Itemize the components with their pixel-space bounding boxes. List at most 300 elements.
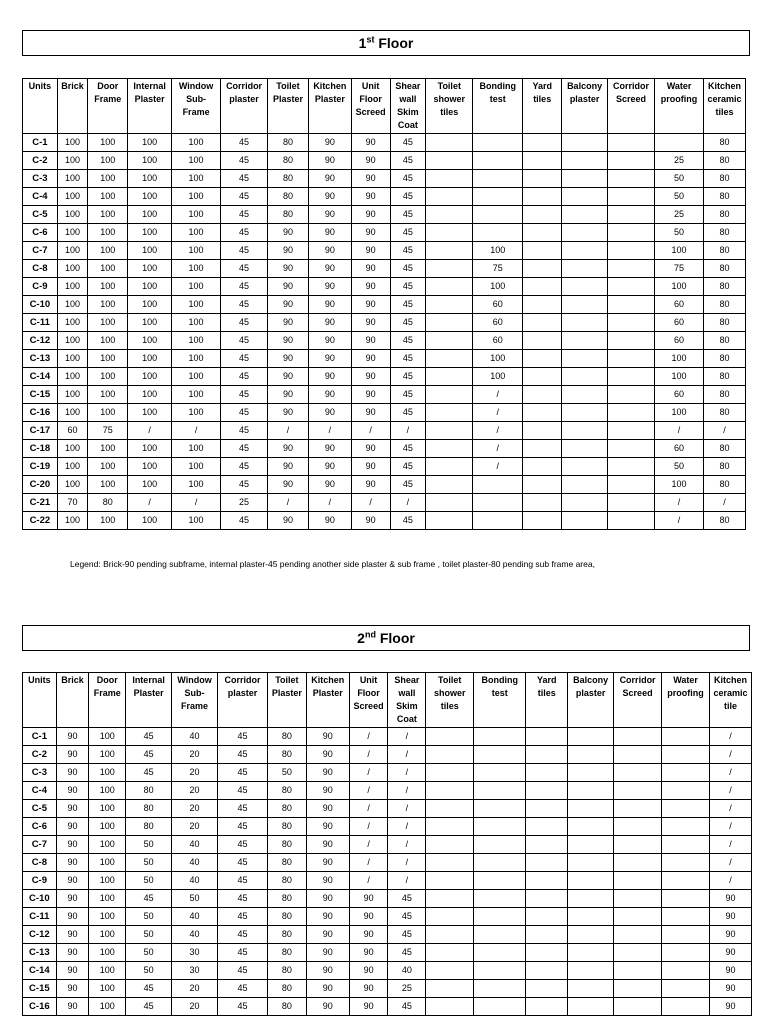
table-cell: 100 xyxy=(88,152,128,170)
table-cell: 80 xyxy=(268,926,307,944)
table-cell xyxy=(523,314,562,332)
table-cell xyxy=(562,188,608,206)
table-cell: 45 xyxy=(217,854,267,872)
table-cell: 80 xyxy=(268,134,309,152)
column-header xyxy=(306,673,349,728)
table-cell: 50 xyxy=(655,224,704,242)
column-header-line: proofing xyxy=(667,688,704,698)
table-cell: 90 xyxy=(56,908,89,926)
table-cell: / xyxy=(349,800,388,818)
table-cell xyxy=(562,368,608,386)
column-header-line: wall xyxy=(399,94,417,104)
table-cell xyxy=(662,818,710,836)
table-cell: / xyxy=(388,746,426,764)
table-cell: / xyxy=(710,872,752,890)
table-cell xyxy=(655,134,704,152)
table-row xyxy=(23,836,752,854)
column-header xyxy=(710,673,752,728)
unit-cell: C-11 xyxy=(23,314,58,332)
table-cell xyxy=(662,962,710,980)
table-cell: 90 xyxy=(710,890,752,908)
table-cell xyxy=(474,944,526,962)
table-cell: 90 xyxy=(306,764,349,782)
table-cell: 90 xyxy=(308,242,351,260)
table-cell: / xyxy=(710,764,752,782)
table-cell xyxy=(608,314,655,332)
table-cell xyxy=(426,224,473,242)
table-cell: 90 xyxy=(351,260,390,278)
table-row xyxy=(23,350,746,368)
table-cell: 90 xyxy=(308,440,351,458)
table-cell xyxy=(523,494,562,512)
column-header-line: Bonding xyxy=(479,81,517,91)
table-row xyxy=(23,872,752,890)
table-cell: 90 xyxy=(710,962,752,980)
column-header-line: Toilet xyxy=(438,675,462,685)
table-cell: 100 xyxy=(89,980,126,998)
table-cell xyxy=(662,854,710,872)
unit-cell: C-13 xyxy=(23,944,57,962)
column-header-line: Yard xyxy=(532,81,552,91)
table-cell xyxy=(473,188,523,206)
table-cell xyxy=(474,818,526,836)
table-cell xyxy=(526,800,568,818)
table-cell: / xyxy=(710,836,752,854)
table-cell: 80 xyxy=(268,728,307,746)
table-cell xyxy=(608,224,655,242)
table-cell: / xyxy=(268,494,309,512)
table-cell: 80 xyxy=(704,206,746,224)
table-cell: 90 xyxy=(268,296,309,314)
table-cell: 90 xyxy=(308,386,351,404)
table-cell xyxy=(662,746,710,764)
table-cell: 45 xyxy=(217,872,267,890)
table-cell: 90 xyxy=(268,368,309,386)
table-cell xyxy=(426,332,473,350)
table-cell: 20 xyxy=(172,764,218,782)
table-cell xyxy=(523,512,562,530)
table-cell: 45 xyxy=(221,386,268,404)
table-cell xyxy=(562,296,608,314)
table-cell: 90 xyxy=(56,872,89,890)
table-cell xyxy=(426,350,473,368)
table-row xyxy=(23,278,746,296)
table-cell: 90 xyxy=(308,458,351,476)
table-cell: / xyxy=(128,422,172,440)
table-row xyxy=(23,188,746,206)
table-row xyxy=(23,314,746,332)
column-header xyxy=(23,673,57,728)
column-header-line: Balcony xyxy=(567,81,603,91)
table-cell: 100 xyxy=(172,224,221,242)
table-cell: 20 xyxy=(172,818,218,836)
column-header-line: Skim xyxy=(397,107,419,117)
table-cell: / xyxy=(473,422,523,440)
table-cell xyxy=(426,746,474,764)
table-cell xyxy=(426,404,473,422)
table-cell: 90 xyxy=(56,818,89,836)
table-cell: 100 xyxy=(88,386,128,404)
table-cell xyxy=(562,170,608,188)
table-cell: 100 xyxy=(89,782,126,800)
column-header-line: Balcony xyxy=(573,675,609,685)
column-header xyxy=(426,673,474,728)
table-cell: 45 xyxy=(388,926,426,944)
table-cell: 90 xyxy=(56,782,89,800)
legend-text: Legend: Brick-90 pending subframe, internal plaster-45 pending another side plaster & sub frame , toilet plaster-80 pending sub frame area, xyxy=(70,559,595,569)
table-cell xyxy=(526,908,568,926)
table-cell: / xyxy=(390,494,426,512)
table-cell: 60 xyxy=(655,296,704,314)
table-cell: 80 xyxy=(704,332,746,350)
table-cell: 90 xyxy=(349,944,388,962)
floor1-body xyxy=(23,134,746,530)
table-cell xyxy=(662,782,710,800)
table-cell: / xyxy=(268,422,309,440)
table-cell xyxy=(526,746,568,764)
table-cell: 90 xyxy=(268,386,309,404)
column-header xyxy=(608,79,655,134)
table-cell: 90 xyxy=(351,458,390,476)
table-cell: 80 xyxy=(268,944,307,962)
table-cell xyxy=(562,134,608,152)
unit-cell: C-13 xyxy=(23,350,58,368)
unit-cell: C-17 xyxy=(23,422,58,440)
table-cell: 90 xyxy=(268,440,309,458)
table-cell: 45 xyxy=(217,962,267,980)
table-cell: 90 xyxy=(351,206,390,224)
table-cell: 90 xyxy=(306,944,349,962)
table-cell: 80 xyxy=(268,152,309,170)
table-cell: / xyxy=(473,404,523,422)
column-header-line: Toilet xyxy=(275,675,299,685)
table-cell xyxy=(568,728,614,746)
table-cell: / xyxy=(349,872,388,890)
table-cell xyxy=(526,782,568,800)
table-cell xyxy=(523,134,562,152)
table-cell xyxy=(608,440,655,458)
table-row xyxy=(23,242,746,260)
table-cell xyxy=(526,998,568,1016)
table-cell xyxy=(614,800,662,818)
table-cell: 45 xyxy=(221,170,268,188)
table-cell: 75 xyxy=(88,422,128,440)
table-cell xyxy=(608,278,655,296)
column-header-line: tiles xyxy=(440,701,459,711)
unit-cell: C-10 xyxy=(23,890,57,908)
table-cell xyxy=(474,764,526,782)
table-cell: / xyxy=(349,854,388,872)
column-header-line: Corridor xyxy=(619,675,656,685)
table-cell: 100 xyxy=(88,404,128,422)
table-cell: 90 xyxy=(308,278,351,296)
table-cell: 30 xyxy=(172,962,218,980)
table-cell xyxy=(473,224,523,242)
table-cell: 100 xyxy=(89,890,126,908)
table-cell xyxy=(426,314,473,332)
table-cell: 100 xyxy=(88,206,128,224)
table-cell: 100 xyxy=(89,872,126,890)
table-cell: 90 xyxy=(268,458,309,476)
table-cell: / xyxy=(390,422,426,440)
table-cell: 80 xyxy=(704,134,746,152)
table-cell xyxy=(568,764,614,782)
table-cell: 45 xyxy=(390,512,426,530)
table-cell: 25 xyxy=(221,494,268,512)
table-cell xyxy=(568,800,614,818)
table-cell: 90 xyxy=(351,170,390,188)
table-cell: / xyxy=(473,440,523,458)
table-row xyxy=(23,854,752,872)
column-header-line: Coat xyxy=(396,714,417,724)
table-row xyxy=(23,998,752,1016)
table-cell xyxy=(614,818,662,836)
table-cell: 100 xyxy=(172,458,221,476)
table-cell: 45 xyxy=(221,422,268,440)
table-cell: 90 xyxy=(308,350,351,368)
table-cell xyxy=(523,242,562,260)
table-cell xyxy=(426,872,474,890)
floor2-body xyxy=(23,728,752,1016)
table-row xyxy=(23,764,752,782)
column-header xyxy=(562,79,608,134)
unit-cell: C-9 xyxy=(23,278,58,296)
column-header-line: Bonding xyxy=(481,675,518,685)
column-header-line: Unit xyxy=(361,81,380,91)
table-cell xyxy=(662,800,710,818)
column-header-line: Plaster xyxy=(272,94,303,104)
table-cell xyxy=(426,854,474,872)
table-cell xyxy=(474,980,526,998)
table-cell xyxy=(426,152,473,170)
column-header-line: plaster xyxy=(569,94,600,104)
column-header-line: Water xyxy=(666,81,692,91)
column-header-line: shower xyxy=(433,688,466,698)
table-cell: 40 xyxy=(172,728,218,746)
table-cell: 100 xyxy=(172,440,221,458)
table-cell: 100 xyxy=(128,134,172,152)
table-cell: 100 xyxy=(57,188,88,206)
table-cell xyxy=(568,746,614,764)
table-cell xyxy=(614,854,662,872)
table-cell: 45 xyxy=(217,818,267,836)
table-cell: 100 xyxy=(128,314,172,332)
table-cell: 90 xyxy=(351,314,390,332)
table-cell: 45 xyxy=(390,170,426,188)
table-cell: 45 xyxy=(221,440,268,458)
table-cell: 100 xyxy=(172,476,221,494)
table-row xyxy=(23,980,752,998)
column-header-line: Water xyxy=(673,675,698,685)
table-cell: 100 xyxy=(655,278,704,296)
unit-cell: C-16 xyxy=(23,998,57,1016)
table-cell: 50 xyxy=(126,908,172,926)
unit-cell: C-14 xyxy=(23,368,58,386)
table-cell: 90 xyxy=(306,854,349,872)
table-cell: 100 xyxy=(88,350,128,368)
table-cell: 90 xyxy=(306,872,349,890)
table-cell xyxy=(562,512,608,530)
table-cell xyxy=(608,494,655,512)
table-cell xyxy=(523,404,562,422)
table-cell: 90 xyxy=(308,134,351,152)
table-cell: 100 xyxy=(128,476,172,494)
table-cell: 80 xyxy=(704,170,746,188)
column-header xyxy=(89,673,126,728)
table-cell xyxy=(473,134,523,152)
table-cell xyxy=(526,728,568,746)
table-cell: 90 xyxy=(306,962,349,980)
table-cell: 100 xyxy=(655,368,704,386)
table-cell: 100 xyxy=(172,296,221,314)
column-header-line: Plaster xyxy=(133,688,164,698)
table-cell xyxy=(562,404,608,422)
table-cell: 80 xyxy=(126,818,172,836)
table-cell xyxy=(614,890,662,908)
table-cell: 45 xyxy=(390,458,426,476)
table-cell: 45 xyxy=(390,350,426,368)
unit-cell: C-8 xyxy=(23,260,58,278)
table-cell: 100 xyxy=(89,926,126,944)
column-header-line: plaster xyxy=(229,94,259,104)
table-cell xyxy=(568,944,614,962)
table-cell: 45 xyxy=(126,728,172,746)
table-cell xyxy=(614,944,662,962)
table-cell xyxy=(608,422,655,440)
table-cell xyxy=(473,512,523,530)
table-cell: 100 xyxy=(128,350,172,368)
table-cell xyxy=(426,458,473,476)
table-cell xyxy=(526,818,568,836)
table-cell xyxy=(608,404,655,422)
column-header-line: Brick xyxy=(61,675,84,685)
table-cell: 100 xyxy=(89,746,126,764)
unit-cell: C-12 xyxy=(23,926,57,944)
table-cell: 100 xyxy=(172,512,221,530)
table-cell: / xyxy=(473,458,523,476)
table-cell xyxy=(526,962,568,980)
table-row xyxy=(23,782,752,800)
unit-cell: C-19 xyxy=(23,458,58,476)
table-cell: 90 xyxy=(308,206,351,224)
column-header-line: Unit xyxy=(359,675,378,685)
table-cell: 90 xyxy=(306,926,349,944)
table-row xyxy=(23,890,752,908)
table-row xyxy=(23,800,752,818)
table-cell: 80 xyxy=(704,260,746,278)
column-header-line: Corridor xyxy=(613,81,650,91)
floor2-title: 2nd Floor xyxy=(22,625,750,651)
table-cell xyxy=(426,386,473,404)
table-cell: 45 xyxy=(390,206,426,224)
table-cell xyxy=(562,458,608,476)
table-cell: 45 xyxy=(390,314,426,332)
table-cell: 45 xyxy=(126,890,172,908)
table-cell: 40 xyxy=(388,962,426,980)
table-cell: 80 xyxy=(704,476,746,494)
table-cell: 100 xyxy=(128,404,172,422)
column-header-line: Screed xyxy=(353,701,384,711)
unit-cell: C-1 xyxy=(23,728,57,746)
table-cell xyxy=(614,872,662,890)
table-cell: / xyxy=(349,782,388,800)
table-cell: 45 xyxy=(390,278,426,296)
table-row xyxy=(23,422,746,440)
table-cell xyxy=(662,998,710,1016)
table-cell xyxy=(426,134,473,152)
table-cell: 100 xyxy=(473,278,523,296)
table-cell: 80 xyxy=(268,854,307,872)
table-row xyxy=(23,296,746,314)
table-cell: 100 xyxy=(57,152,88,170)
table-row xyxy=(23,512,746,530)
table-cell: 80 xyxy=(88,494,128,512)
table-cell: 100 xyxy=(89,854,126,872)
column-header-line: Toilet xyxy=(437,81,461,91)
table-cell: / xyxy=(388,818,426,836)
table-cell: 90 xyxy=(56,728,89,746)
table-cell xyxy=(614,728,662,746)
table-cell: 90 xyxy=(351,350,390,368)
table-row xyxy=(23,818,752,836)
table-cell: 100 xyxy=(88,368,128,386)
table-cell: 90 xyxy=(56,836,89,854)
table-cell: 100 xyxy=(88,134,128,152)
table-row xyxy=(23,944,752,962)
table-cell xyxy=(662,944,710,962)
table-cell: 90 xyxy=(56,746,89,764)
table-cell: 45 xyxy=(390,476,426,494)
table-cell: 90 xyxy=(349,890,388,908)
table-cell: 60 xyxy=(655,440,704,458)
table-row xyxy=(23,170,746,188)
table-cell: 100 xyxy=(57,458,88,476)
column-header-line: shower xyxy=(433,94,466,104)
unit-cell: C-11 xyxy=(23,908,57,926)
table-row xyxy=(23,746,752,764)
column-header-line: Shear xyxy=(394,675,420,685)
table-row xyxy=(23,260,746,278)
table-cell: 100 xyxy=(128,296,172,314)
table-cell xyxy=(426,422,473,440)
table-cell xyxy=(426,764,474,782)
table-cell: 45 xyxy=(221,260,268,278)
column-header xyxy=(662,673,710,728)
table-row xyxy=(23,404,746,422)
table-cell: 100 xyxy=(88,512,128,530)
table-cell: 80 xyxy=(126,782,172,800)
table-cell: 50 xyxy=(126,872,172,890)
table-cell xyxy=(473,170,523,188)
table-cell: 90 xyxy=(268,332,309,350)
table-cell: 60 xyxy=(57,422,88,440)
table-cell: / xyxy=(349,746,388,764)
table-cell: 60 xyxy=(655,332,704,350)
column-header-line: tiles xyxy=(533,94,552,104)
table-cell xyxy=(614,998,662,1016)
table-cell: 80 xyxy=(268,962,307,980)
table-cell: 45 xyxy=(217,980,267,998)
table-row xyxy=(23,728,752,746)
table-cell xyxy=(523,458,562,476)
table-cell xyxy=(608,134,655,152)
column-header-line: Screed xyxy=(622,688,653,698)
table-cell: 90 xyxy=(268,314,309,332)
table-cell: 45 xyxy=(217,782,267,800)
table-cell: 20 xyxy=(172,782,218,800)
table-cell: 100 xyxy=(57,224,88,242)
floor1-header-row xyxy=(23,79,746,134)
